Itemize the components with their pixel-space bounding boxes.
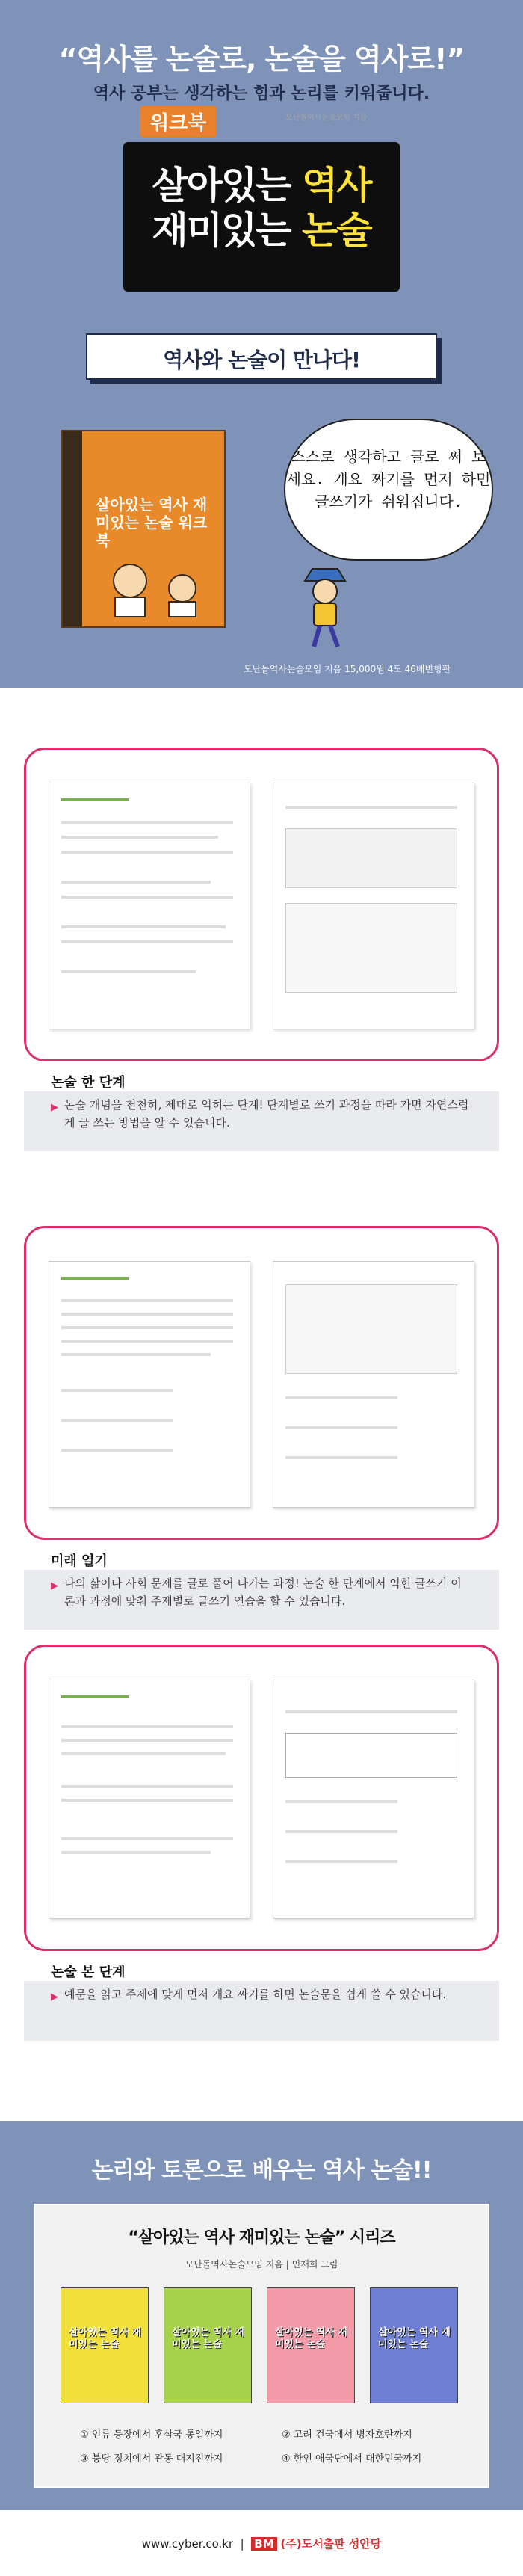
series-volume-2: ② 고려 건국에서 병자호란까지 <box>282 2429 412 2441</box>
title-line-2-a: 재미있는 <box>152 209 302 252</box>
section-3-card <box>24 1645 499 1951</box>
book-cover <box>61 430 226 628</box>
triangle-bullet-icon: ▶ <box>51 1102 58 1113</box>
section-2-desc <box>51 1574 469 1610</box>
title-line-1-a: 살아있는 <box>152 164 302 207</box>
series-volume-4: ④ 한인 애국단에서 대한민국까지 <box>282 2453 422 2465</box>
section-2-left-page <box>49 1261 250 1508</box>
series-book-2 <box>164 2287 252 2403</box>
section-3-desc-text: 예문을 읽고 주제에 맞게 먼저 개요 짜기를 하면 논술문을 쉽게 쓸 수 있습니다. <box>64 1988 447 2001</box>
series-box <box>34 2204 489 2488</box>
section-3-left-page <box>49 1680 250 1919</box>
title-line-2 <box>123 200 400 254</box>
footer-url[interactable]: www.cyber.co.kr <box>141 2537 234 2551</box>
hero-banner <box>0 0 523 688</box>
tagline-bar <box>86 333 437 380</box>
series-panel <box>0 2121 523 2510</box>
series-authors: 모난돌역사논술모임 지음 | 인재희 그림 <box>185 2259 338 2270</box>
tagline-bar-text: 역사와 논술이 만나다! <box>163 348 360 372</box>
title-panel <box>123 142 400 292</box>
series-volume-3: ③ 붕당 정치에서 관동 대지진까지 <box>80 2453 223 2465</box>
series-title: “살아있는 역사 재미있는 논술” 시리즈 <box>128 2228 395 2247</box>
section-3-right-page <box>273 1680 474 1919</box>
series-book-4-label: 살아있는 역사 재미있는 논술 <box>378 2327 451 2350</box>
series-heading: 논리와 토론으로 배우는 역사 논술!! <box>91 2157 432 2184</box>
section-1-desc-text: 논술 개념을 천천히, 제대로 익히는 단계! 단계별로 쓰기 과정을 따라 가면 자연스럽게 글 쓰는 방법을 알 수 있습니다. <box>64 1098 469 1130</box>
publisher-logo: BM <box>251 2537 276 2551</box>
series-book-2-label: 살아있는 역사 재미있는 논술 <box>172 2327 244 2350</box>
hero-tagline: “역사를 논술로, 논술을 역사로!” <box>58 43 465 76</box>
footer <box>0 2510 523 2576</box>
speech-bubble <box>284 419 493 561</box>
publication-info: 모난돌역사논술모임 지음 15,000원 4도 46배변형판 <box>244 664 451 674</box>
kid-mascot-icon <box>291 564 359 654</box>
section-2-card <box>24 1226 499 1540</box>
series-volume-1: ① 인류 등장에서 후삼국 통일까지 <box>80 2429 223 2441</box>
section-1-title: 논술 한 단계 <box>51 1075 126 1091</box>
footer-text: www.cyber.co.kr | BM (주)도서출판 성안당 <box>141 2537 382 2551</box>
series-book-3 <box>267 2287 355 2403</box>
section-2-title: 미래 열기 <box>51 1553 108 1569</box>
section-3-title: 논술 본 단계 <box>51 1965 126 1980</box>
speech-bubble-text: 스스로 생각하고 글로 써 보세요. 개요 짜기를 먼저 하면 글쓰기가 쉬워집니다. <box>286 448 491 511</box>
series-book-1-label: 살아있는 역사 재미있는 논술 <box>69 2327 141 2350</box>
title-line-1-b: 역사 <box>302 164 371 207</box>
section-1-card <box>24 748 499 1061</box>
section-2-right-page <box>273 1261 474 1508</box>
author-credit: 모난돌역사논술모임 지음 <box>285 114 368 122</box>
section-1-desc <box>51 1096 469 1132</box>
series-book-1 <box>61 2287 149 2403</box>
hero-subline: 역사 공부는 생각하는 힘과 논리를 키워줍니다. <box>93 84 430 103</box>
section-1-right-page <box>273 783 474 1029</box>
series-book-4 <box>370 2287 458 2403</box>
series-book-3-label: 살아있는 역사 재미있는 논술 <box>275 2327 347 2350</box>
section-1-left-page <box>49 783 250 1029</box>
workbook-badge: 워크북 <box>140 106 217 137</box>
cover-illustration-icon <box>100 551 212 618</box>
publisher-name: (주)도서출판 성안당 <box>280 2537 382 2551</box>
triangle-bullet-icon: ▶ <box>51 1580 58 1591</box>
section-3-desc <box>51 1985 469 2003</box>
triangle-bullet-icon: ▶ <box>51 1991 58 2003</box>
book-spine <box>63 431 82 626</box>
section-2-desc-text: 나의 삶이나 사회 문제를 글로 풀어 나가는 과정! 논술 한 단계에서 익힌 글쓰기 이론과 과정에 맞춰 주제별로 글쓰기 연습을 할 수 있습니다. <box>64 1577 462 1608</box>
title-line-2-b: 논술 <box>302 209 371 252</box>
book-cover-title: 살아있는 역사 재미있는 논술 워크북 <box>96 496 208 549</box>
